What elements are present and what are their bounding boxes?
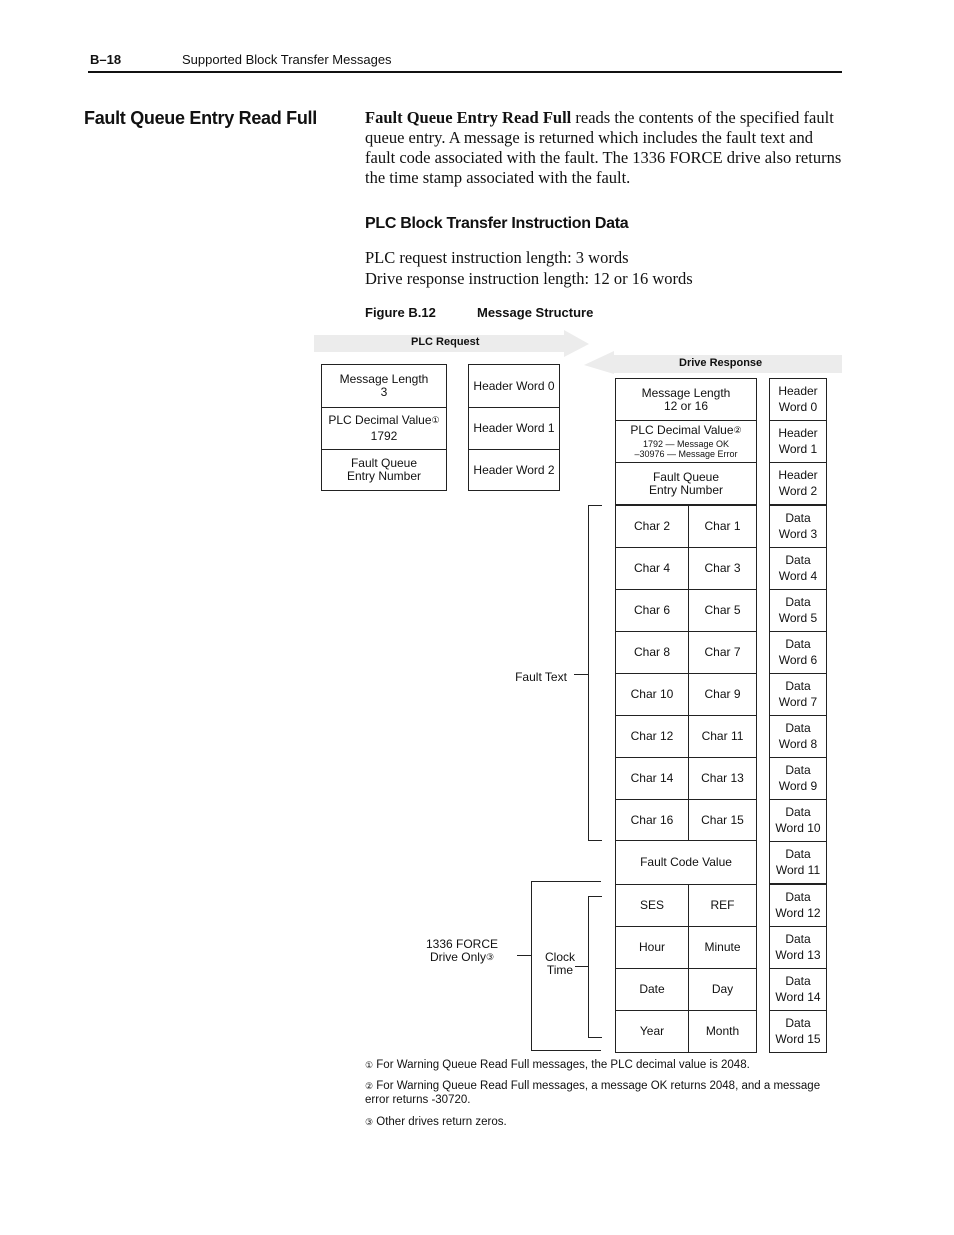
char-cell: Char 14 (615, 757, 689, 800)
word-number: Word 6 (778, 653, 818, 667)
word-number: Word 13 (775, 948, 821, 962)
request-fault-queue-line2: Entry Number (346, 469, 422, 483)
footnote-3-text: Other drives return zeros. (373, 1116, 507, 1128)
clock-cell: REF (688, 884, 757, 927)
word-kind: Data (785, 932, 811, 946)
force-line1: 1336 FORCE (425, 937, 499, 951)
force-line2: Drive Only (429, 950, 486, 964)
word-kind: Data (785, 553, 811, 567)
footnote-3 (365, 1115, 835, 1129)
fault-code-value: Fault Code Value (615, 840, 757, 885)
word-kind: Data (785, 763, 811, 777)
response-word-cell (769, 631, 827, 674)
char-cell: Char 16 (615, 799, 689, 841)
footnote-2 (365, 1079, 835, 1107)
word-number: Word 12 (775, 906, 821, 920)
footnote-1-mark: ① (365, 1060, 374, 1070)
subsection-title: PLC Block Transfer Instruction Data (365, 215, 629, 232)
response-word-cell (769, 884, 827, 927)
force-bracket (531, 881, 532, 1051)
word-kind: Data (785, 721, 811, 735)
word-kind: Data (785, 637, 811, 651)
response-plc-decimal-error: –30976 — Message Error (634, 449, 738, 459)
clock-cell: Month (688, 1010, 757, 1053)
response-word-cell (769, 589, 827, 632)
char-cell: Char 9 (688, 673, 757, 716)
char-cell: Char 2 (615, 505, 689, 548)
word-number: Word 3 (778, 527, 818, 541)
force-label (416, 938, 508, 964)
clock-time-label (535, 951, 585, 977)
response-message-length (615, 378, 757, 421)
char-cell: Char 13 (688, 757, 757, 800)
word-number: Word 11 (775, 863, 821, 877)
response-word-cell (769, 547, 827, 590)
section-title: Fault Queue Entry Read Full (84, 108, 317, 128)
force-bracket-tick (517, 955, 531, 956)
request-plc-decimal (321, 407, 447, 450)
clock-cell: Minute (688, 926, 757, 969)
force-bracket-bottom (531, 1050, 601, 1051)
clock-time-line1: Clock (544, 950, 575, 964)
intro-bold: Fault Queue Entry Read Full (365, 108, 572, 127)
response-word-cell (769, 420, 827, 463)
request-message-length (321, 364, 447, 408)
response-word-cell (769, 673, 827, 716)
instruction-lengths (365, 247, 693, 289)
fault-text-bracket-top (588, 505, 602, 506)
response-word-cell (769, 757, 827, 800)
intro-paragraph (365, 108, 845, 188)
char-cell: Char 4 (615, 547, 689, 590)
char-cell: Char 11 (688, 715, 757, 758)
footnote-3-mark: ③ (365, 1117, 374, 1127)
word-kind: Data (785, 511, 811, 525)
clock-time-line2: Time (546, 963, 574, 977)
char-cell: Char 1 (688, 505, 757, 548)
word-number: Word 4 (778, 569, 818, 583)
word-number: Word 7 (778, 695, 818, 709)
word-kind: Data (785, 890, 811, 904)
clock-bracket-top (588, 896, 602, 897)
word-number: Word 8 (778, 737, 818, 751)
response-word-cell (769, 799, 827, 842)
header-rule (88, 71, 842, 73)
word-kind: Data (785, 847, 811, 861)
footnote-1-text: For Warning Queue Read Full messages, the PLC decimal value is 2048. (373, 1059, 750, 1071)
figure-title: Message Structure (477, 305, 594, 320)
response-length: Drive response instruction length: 12 or 16 words (365, 269, 693, 288)
word-number: Word 5 (778, 611, 818, 625)
figure-label: Figure B.12 (365, 305, 436, 320)
word-kind: Data (785, 679, 811, 693)
word-kind: Header (778, 468, 818, 482)
response-word-cell (769, 715, 827, 758)
response-word-cell (769, 841, 827, 884)
clock-bracket-bottom (588, 1037, 602, 1038)
footnote-1 (365, 1058, 835, 1072)
request-header-word-1: Header Word 1 (468, 407, 560, 450)
request-fault-queue-entry (321, 449, 447, 491)
footnote-mark-3: ③ (485, 952, 495, 962)
fault-text-label: Fault Text (515, 670, 567, 684)
clock-cell: Day (688, 968, 757, 1011)
response-plc-decimal-label: PLC Decimal Value (630, 423, 734, 437)
running-title: Supported Block Transfer Messages (182, 52, 392, 67)
plc-request-banner: PLC Request (411, 336, 480, 348)
char-cell: Char 10 (615, 673, 689, 716)
word-kind: Header (778, 426, 818, 440)
char-cell: Char 6 (615, 589, 689, 632)
word-number: Word 14 (775, 990, 821, 1004)
request-message-length-value: 3 (380, 385, 388, 399)
word-kind: Data (785, 805, 811, 819)
request-plc-decimal-label: PLC Decimal Value (328, 413, 432, 427)
request-plc-decimal-value: 1792 (370, 429, 398, 443)
response-fault-queue-entry (615, 462, 757, 505)
request-header-word-2: Header Word 2 (468, 449, 560, 491)
footnote-mark-1: ① (431, 415, 440, 425)
char-cell: Char 12 (615, 715, 689, 758)
word-kind: Data (785, 595, 811, 609)
request-fault-queue-line1: Fault Queue (350, 456, 418, 470)
response-word-cell (769, 968, 827, 1011)
response-word-cell (769, 1010, 827, 1053)
request-header-word-0: Header Word 0 (468, 364, 560, 408)
response-message-length-label: Message Length (641, 385, 731, 400)
word-number: Word 15 (775, 1032, 821, 1046)
clock-cell: Hour (615, 926, 689, 969)
word-number: Word 9 (778, 779, 818, 793)
response-fault-queue-line1: Fault Queue (652, 469, 720, 484)
request-length: PLC request instruction length: 3 words (365, 248, 629, 267)
word-number: Word 0 (778, 400, 818, 414)
char-cell: Char 3 (688, 547, 757, 590)
word-number: Word 2 (778, 484, 818, 498)
response-word-cell (769, 378, 827, 421)
drive-response-banner: Drive Response (679, 357, 763, 369)
request-message-length-label: Message Length (339, 372, 429, 386)
footnote-2-mark: ② (365, 1081, 374, 1091)
char-cell: Char 15 (688, 799, 757, 841)
response-plc-decimal (615, 420, 757, 463)
word-number: Word 10 (775, 821, 821, 835)
char-cell: Char 7 (688, 631, 757, 674)
char-cell: Char 8 (615, 631, 689, 674)
intro-text: reads the contents of the specified fault queue entry. A message is returned which includes the fault text and fault code associated with the fault. The 1336 FORCE drive also returns the time stamp associated with the fault. (365, 108, 842, 187)
fault-text-bracket-bottom (588, 840, 602, 841)
page-number: B–18 (90, 52, 122, 67)
word-kind: Data (785, 1016, 811, 1030)
footnote-mark-2: ② (733, 425, 742, 435)
force-bracket-top (531, 881, 601, 882)
word-kind: Header (778, 384, 818, 398)
word-kind: Data (785, 974, 811, 988)
word-number: Word 1 (778, 442, 818, 456)
clock-cell: SES (615, 884, 689, 927)
footnote-2-text: For Warning Queue Read Full messages, a message OK returns 2048, and a message error returns -30720. (365, 1080, 821, 1106)
response-plc-decimal-ok: 1792 — Message OK (642, 439, 730, 449)
clock-bracket (588, 896, 589, 1038)
response-word-cell (769, 462, 827, 505)
response-word-cell (769, 505, 827, 548)
response-word-cell (769, 926, 827, 969)
char-cell: Char 5 (688, 589, 757, 632)
clock-cell: Date (615, 968, 689, 1011)
clock-cell: Year (615, 1010, 689, 1053)
response-fault-queue-line2: Entry Number (648, 482, 724, 497)
fault-text-bracket (588, 505, 589, 841)
response-message-length-value: 12 or 16 (663, 398, 709, 413)
